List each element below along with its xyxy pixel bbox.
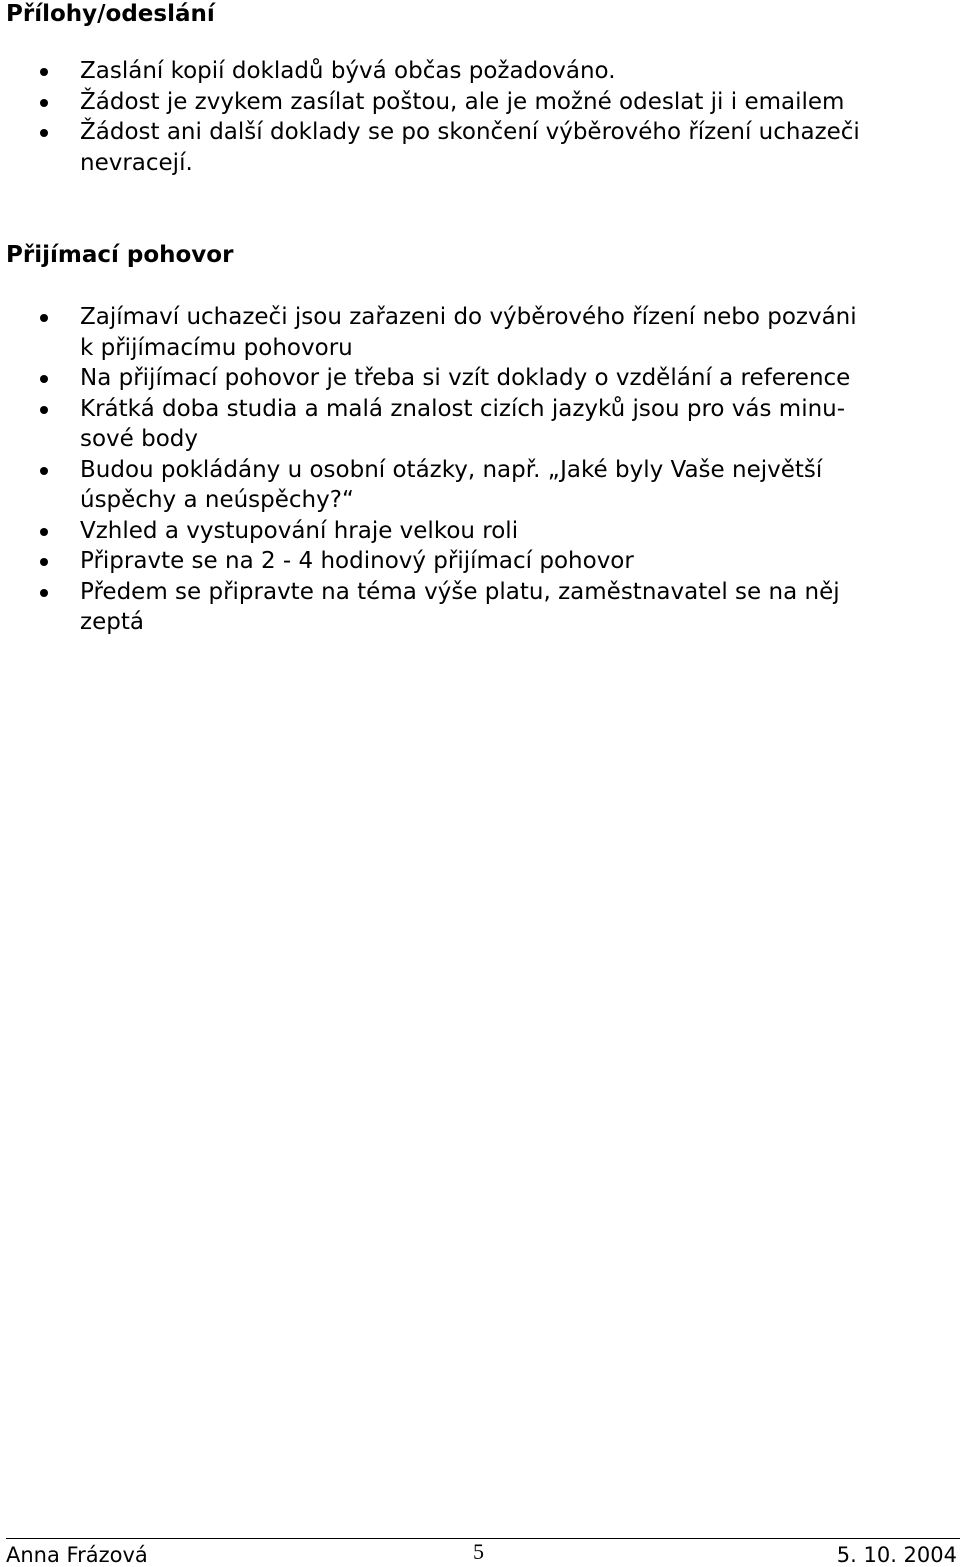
attachments-list xyxy=(0,56,950,178)
list-item-text: Na přijímací pohovor je třeba si vzít doklady o vzdělání a reference xyxy=(80,365,851,391)
list-item xyxy=(0,87,950,118)
list-item xyxy=(0,302,950,363)
bullet-icon xyxy=(40,129,48,137)
list-item xyxy=(0,117,950,178)
section-heading-interview: Přijímací pohovor xyxy=(6,242,234,268)
list-item xyxy=(0,577,950,638)
bullet-icon xyxy=(40,68,48,76)
list-item-text: Žádost je zvykem zasílat poštou, ale je možné odeslat ji i emailem xyxy=(80,88,845,115)
bullet-icon xyxy=(40,467,48,475)
bullet-icon xyxy=(40,558,48,566)
list-item xyxy=(0,56,950,87)
list-item xyxy=(0,394,950,455)
list-item-text-continued: zeptá xyxy=(80,609,144,635)
list-item xyxy=(0,363,950,394)
bullet-icon xyxy=(40,528,48,536)
list-item-text: Vzhled a vystupování hraje velkou roli xyxy=(80,517,519,544)
list-item xyxy=(0,546,950,577)
section-heading-attachments: Přílohy/odeslání xyxy=(6,1,215,27)
bullet-icon xyxy=(40,99,48,107)
bullet-icon xyxy=(40,314,48,322)
list-item-text: Zajímaví uchazeči jsou zařazeni do výběrového řízení nebo pozváni xyxy=(80,304,857,330)
list-item-text: Žádost ani další doklady se po skončení výběrového řízení uchazeči xyxy=(80,119,860,145)
bullet-icon xyxy=(40,589,48,597)
footer-date: 5. 10. 2004 xyxy=(836,1543,957,1567)
list-item-text-continued: k přijímacímu pohovoru xyxy=(80,334,353,361)
list-item xyxy=(0,455,950,516)
list-item-text-continued: úspěchy a neúspěchy?“ xyxy=(80,487,354,513)
list-item-text: Předem se připravte na téma výše platu, zaměstnavatel se na něj xyxy=(80,578,840,605)
footer-author: Anna Frázová xyxy=(6,1543,148,1567)
bullet-icon xyxy=(40,375,48,383)
list-item-text: Zaslání kopií dokladů bývá občas požadováno. xyxy=(80,58,616,84)
list-item-text: Krátká doba studia a malá znalost cizích jazyků jsou pro vás minu- xyxy=(80,395,846,422)
bullet-icon xyxy=(40,406,48,414)
footer-page-number: 5 xyxy=(473,1539,484,1564)
list-item-text: Budou pokládány u osobní otázky, např. „Jaké byly Vaše největší xyxy=(80,456,823,483)
list-item xyxy=(0,516,950,547)
list-item-text-continued: nevracejí. xyxy=(80,149,193,176)
interview-list xyxy=(0,302,950,638)
list-item-text: Připravte se na 2 - 4 hodinový přijímací pohovor xyxy=(80,548,634,574)
list-item-text-continued: sové body xyxy=(80,426,199,452)
